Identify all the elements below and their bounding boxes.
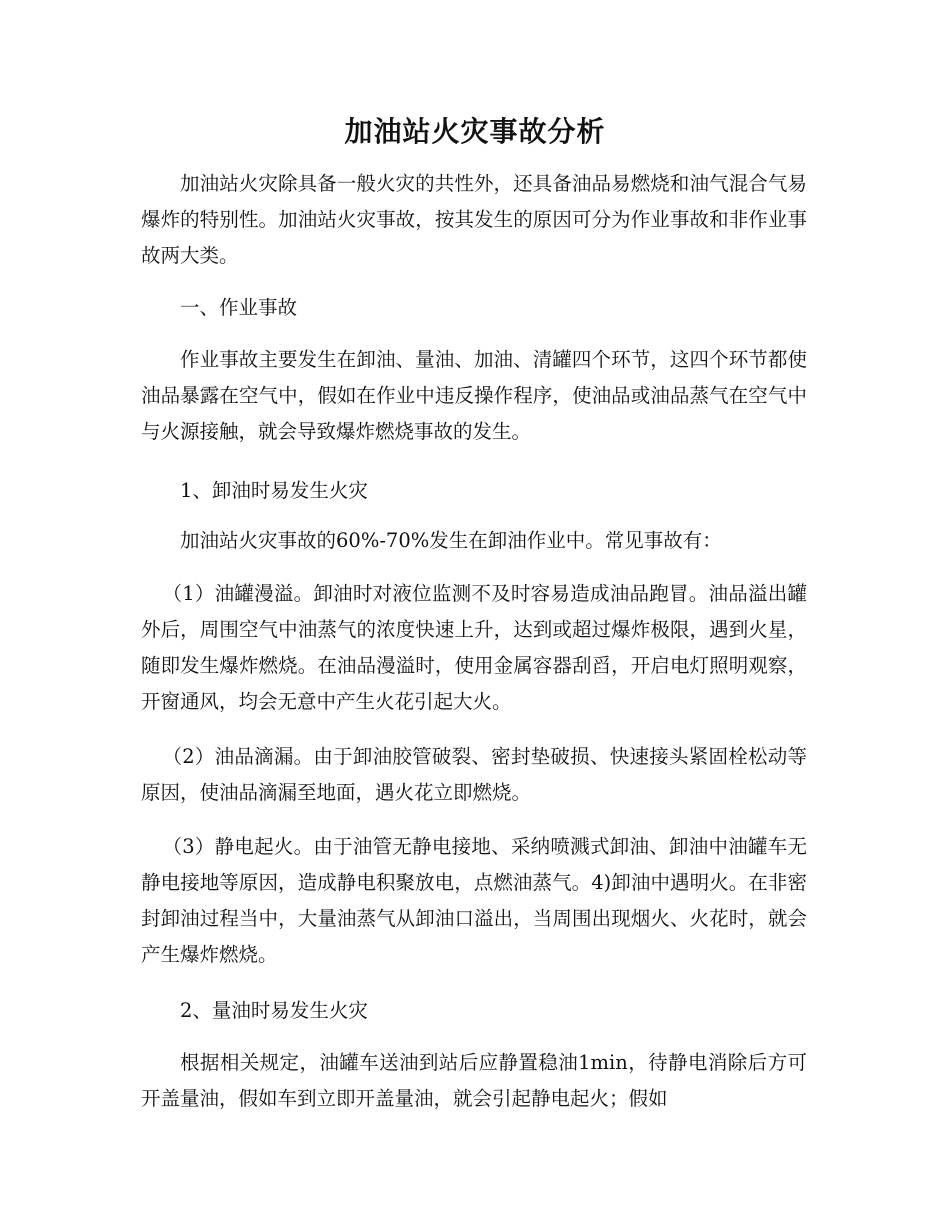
list-item-static-fire: （3）静电起火。由于油管无静电接地、采纳喷溅式卸油、卸油中油罐车无静电接地等原因，造成静电积聚放电，点燃油蒸气。4)卸油中遇明火。在非密封卸油过程当中，大量油蒸气从卸油口溢出，当周围出现烟火、火花时，就会产生爆炸燃烧。	[141, 835, 807, 966]
document-title: 加油站火灾事故分析	[344, 115, 606, 148]
section-heading-operation-accidents: 一、作业事故	[180, 296, 298, 319]
operation-accidents-paragraph: 作业事故主要发生在卸油、量油、加油、清罐四个环节，这四个环节都使油品暴露在空气中，假如在作业中违反操作程序，使油品或油品蒸气在空气中与火源接触，就会导致爆炸燃烧事故的发生。	[141, 348, 807, 443]
measuring-paragraph: 根据相关规定，油罐车送油到站后应静置稳油1min，待静电消除后方可开盖量油，假如车到立即开盖量油，就会引起静电起火；假如	[141, 1051, 807, 1110]
list-item-tank-overflow: （1）油罐漫溢。卸油时对液位监测不及时容易造成油品跑冒。油品溢出罐外后，周围空气中油蒸气的浓度快速上升，达到或超过爆炸极限，遇到火星，随即发生爆炸燃烧。在油品漫溢时，使用金属容器刮舀，开启电灯照明观察，开窗通风，均会无意中产生火花引起大火。	[141, 582, 807, 713]
subheading-unloading-fire: 1、卸油时易发生火灾	[180, 479, 368, 502]
subheading-measuring-fire: 2、量油时易发生火灾	[180, 999, 368, 1022]
intro-paragraph: 加油站火灾除具备一般火灾的共性外，还具备油品易燃烧和油气混合气易爆炸的特别性。加油站火灾事故，按其发生的原因可分为作业事故和非作业事故两大类。	[141, 172, 807, 267]
unloading-statistics-paragraph: 加油站火灾事故的60%-70%发生在卸油作业中。常见事故有：	[180, 529, 722, 552]
list-item-oil-dripping: （2）油品滴漏。由于卸油胶管破裂、密封垫破损、快速接头紧固栓松动等原因，使油品滴漏至地面，遇火花立即燃烧。	[141, 745, 807, 804]
